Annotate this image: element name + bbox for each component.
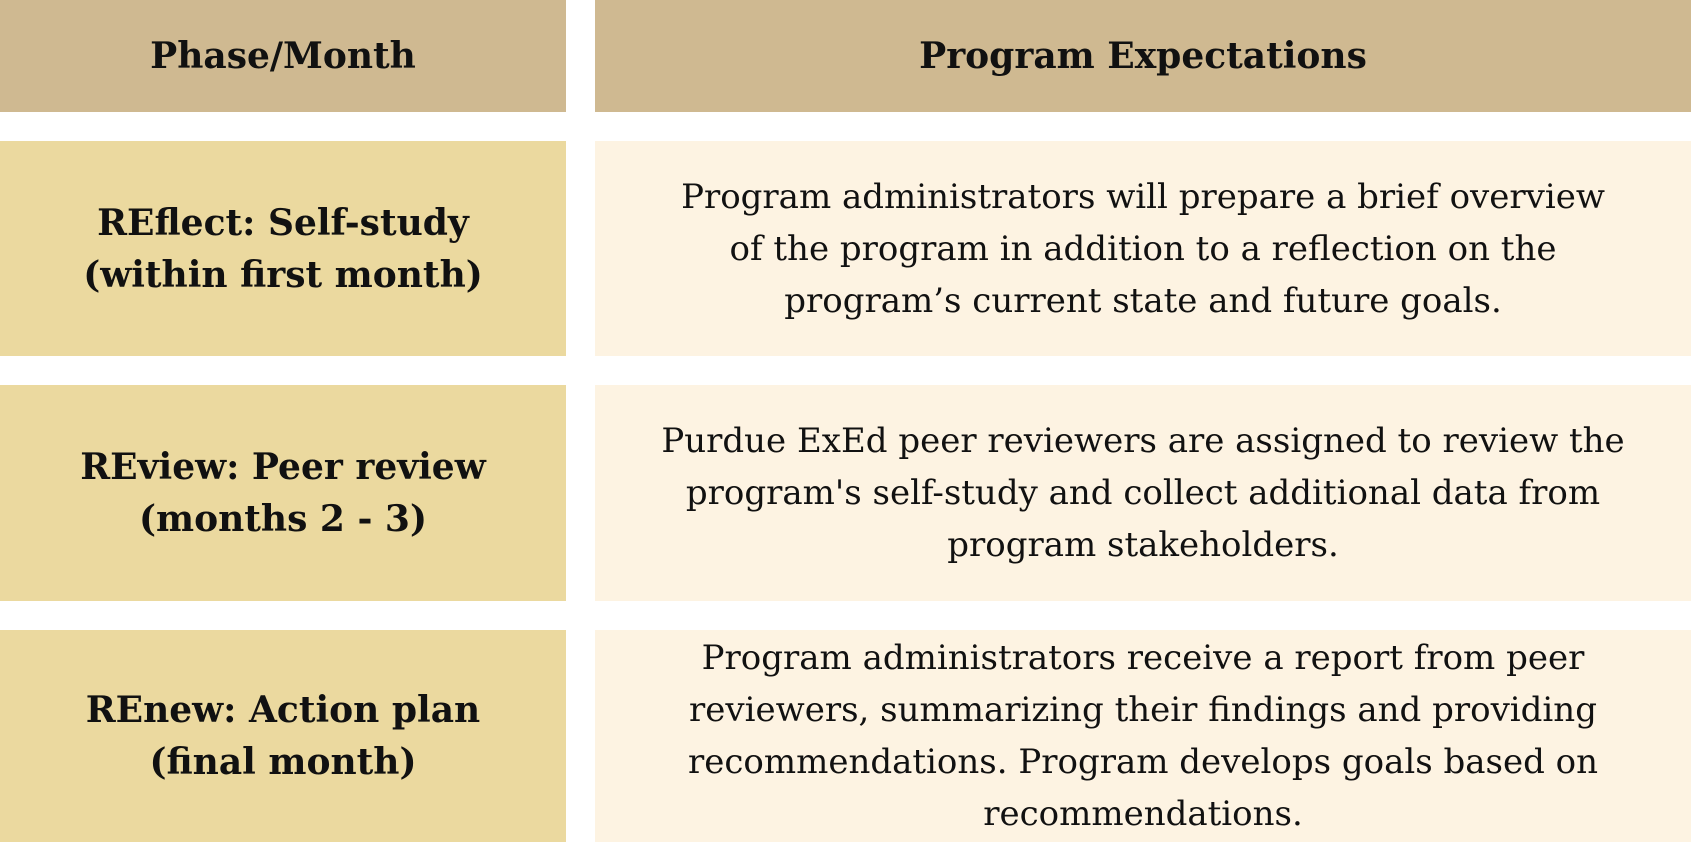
header-program-expectations-label: Program Expectations <box>919 35 1367 77</box>
header-phase-month <box>0 0 566 112</box>
expectation-reflect-text: Program administrators will prepare a brief overview of the program in addition to a reflection on the program’s current state and future goals. <box>681 176 1605 321</box>
header-phase-month-label: Phase/Month <box>150 35 416 77</box>
phase-renew-title: REnew: Action plan <box>85 689 481 731</box>
expectation-review-text: Purdue ExEd peer reviewers are assigned to review the program's self-study and collect additional data from program stakeholders. <box>661 421 1625 565</box>
expectation-cell-review <box>595 385 1691 601</box>
phase-reflect-title: REflect: Self-study <box>97 201 469 244</box>
expectation-cell-reflect <box>595 141 1691 356</box>
phase-reflect-timing: (within first month) <box>83 253 483 296</box>
header-program-expectations <box>595 0 1691 112</box>
expectation-renew-text: Program administrators receive a report from peer reviewers, summarizing their findings and providing recommendations. Program develops goals based on recommendations. <box>687 638 1599 834</box>
expectation-cell-renew <box>595 630 1691 842</box>
phase-cell-reflect <box>0 141 566 356</box>
phase-review-title: REview: Peer review <box>80 446 486 488</box>
phase-review-timing: (months 2 - 3) <box>138 498 428 540</box>
phase-cell-review <box>0 385 566 601</box>
phase-renew-timing: (final month) <box>149 741 417 783</box>
phase-cell-renew <box>0 630 566 842</box>
